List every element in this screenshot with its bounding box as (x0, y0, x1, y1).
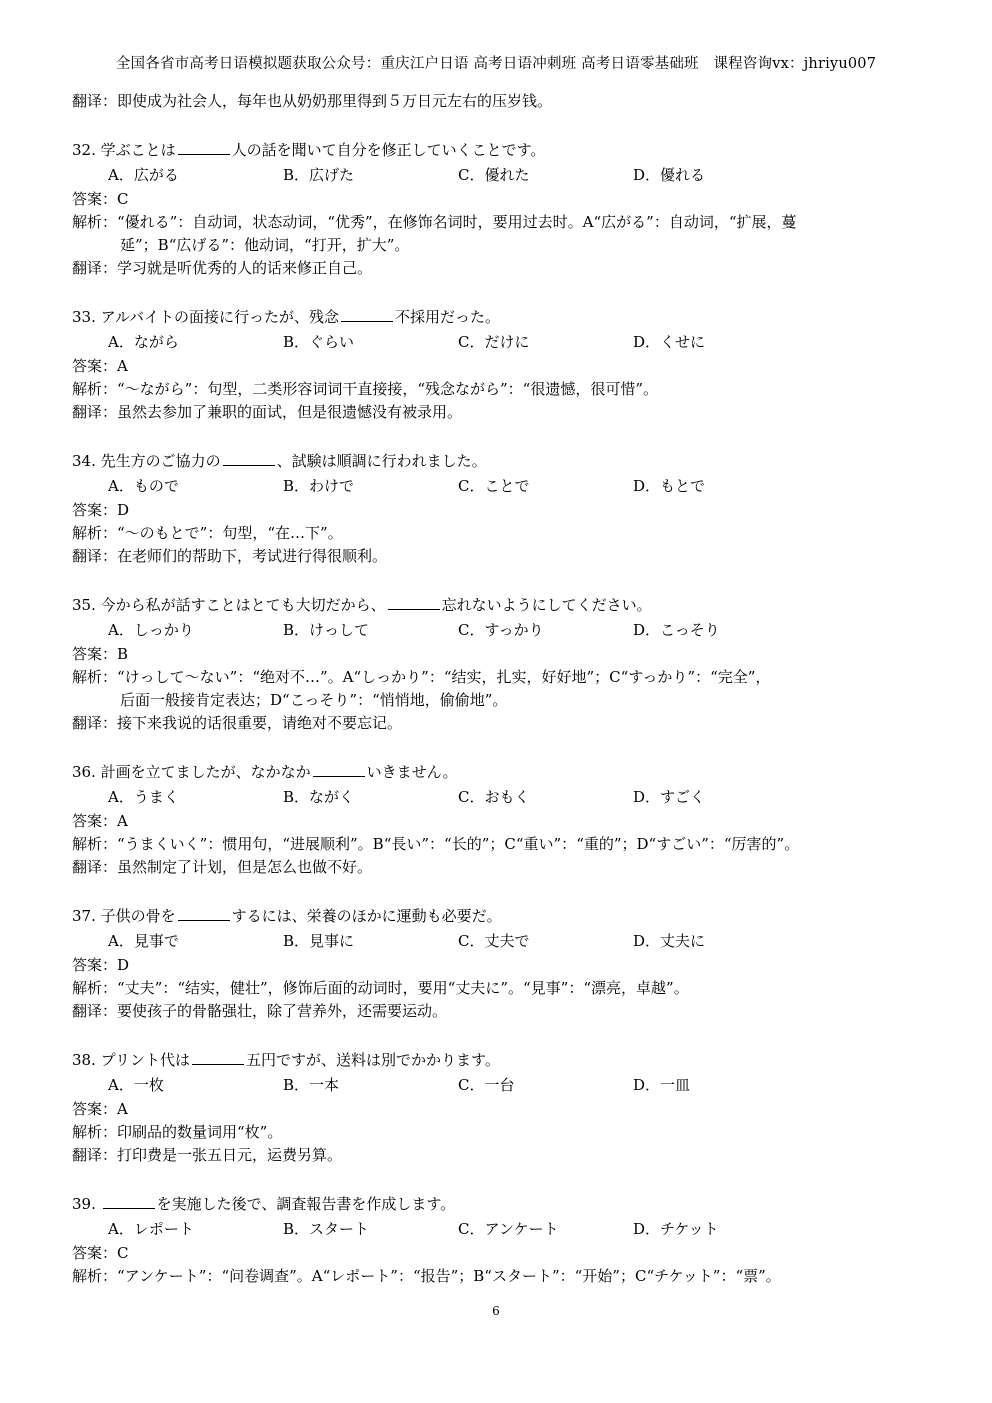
question-prefix: 35. 今から私が話すことはとても大切だから、 (72, 596, 386, 614)
analysis-line: 解析：“けっして～ない”：“绝对不…”。A“しっかり”：“结实，扎实，好好地”；C“すっかり”：“完全”， (72, 668, 771, 686)
option-item: A．一枚 (108, 1076, 164, 1094)
answer-line: 答案：C (72, 1244, 129, 1262)
question-suffix: いきません。 (366, 763, 458, 781)
option-item: D．すごく (633, 788, 706, 806)
option-item: D．一皿 (633, 1076, 691, 1094)
spacer (72, 1167, 932, 1193)
question-text (72, 594, 932, 617)
question-text (72, 1193, 932, 1216)
analysis-line: 延”；B“広げる”：他动词，“打开，扩大”。 (120, 236, 410, 254)
page-header: 全国各省市高考日语模拟题获取公众号：重庆江户日语 高考日语冲刺班 高考日语零基础班 课程咨询vx：jhriyu007 (115, 56, 877, 72)
analysis-line: 解析：“丈夫”：“结实，健壮”，修饰后面的动词时，要用“丈夫に”。“見事”：“漂亮，卓越”。 (72, 979, 689, 997)
answer-line: 答案：A (72, 357, 128, 375)
option-row (72, 162, 932, 188)
option-item: B．スタート (283, 1220, 370, 1238)
option-item: A．レポート (108, 1220, 194, 1238)
question-prefix: 39. (72, 1195, 101, 1213)
option-item: C．アンケート (458, 1220, 559, 1238)
question-text (72, 450, 932, 473)
option-item: C．だけに (458, 333, 530, 351)
translation-line: 翻译：接下来我说的话很重要，请绝对不要忘记。 (72, 714, 403, 732)
option-item: D．くせに (633, 333, 706, 351)
option-item: B．見事に (283, 932, 355, 950)
option-item: C．おもく (458, 788, 530, 806)
question-prefix: 33. アルバイトの面接に行ったが、残念 (72, 308, 339, 326)
analysis-line: 解析：“～のもとで”：句型，“在…下”。 (72, 524, 343, 542)
question-suffix: 、試験は順調に行われました。 (276, 452, 487, 470)
option-item: D．もとで (633, 477, 706, 495)
translation-line: 翻译：虽然制定了计划，但是怎么也做不好。 (72, 858, 373, 876)
answer-line: 答案：A (72, 1100, 128, 1118)
spacer (72, 280, 932, 306)
question-text (72, 306, 932, 329)
option-row (72, 784, 932, 810)
question-prefix: 34. 先生方のご協力の (72, 452, 221, 470)
option-item: B．けっして (283, 621, 370, 639)
answer-line: 答案：D (72, 956, 130, 974)
option-item: C．一台 (458, 1076, 515, 1094)
option-item: C．すっかり (458, 621, 544, 639)
question-text (72, 1049, 932, 1072)
option-item: A．見事で (108, 932, 179, 950)
answer-blank (223, 451, 275, 466)
option-item: B．広げた (283, 166, 355, 184)
answer-blank (178, 140, 230, 155)
answer-line: 答案：C (72, 190, 129, 208)
question-suffix: 不採用だった。 (394, 308, 500, 326)
answer-line: 答案：A (72, 812, 128, 830)
translation-line: 翻译：在老师们的帮助下，考试进行得很顺利。 (72, 547, 388, 565)
analysis-line: 解析：“うまくいく”：惯用句，“进展顺利”。B“長い”：“长的”；C“重い”：“重的”；D“すごい”：“厉害的”。 (72, 835, 800, 853)
option-row (72, 329, 932, 355)
option-item: B．ぐらい (283, 333, 355, 351)
question-suffix: するには、栄養のほかに運動も必要だ。 (231, 907, 502, 925)
option-item: A．ながら (108, 333, 179, 351)
question-suffix: 人の話を聞いて自分を修正していくことです。 (231, 141, 546, 159)
analysis-line: 解析：“～ながら”：句型，二类形容词词干直接接，“残念ながら”：“很遗憾，很可惜”。 (72, 380, 659, 398)
option-row (72, 1216, 932, 1242)
analysis-line: 解析：印刷品的数量词用“枚”。 (72, 1123, 283, 1141)
spacer (72, 1023, 932, 1049)
answer-blank (103, 1194, 155, 1209)
analysis-line: 后面一般接肯定表达；D“こっそり”：“悄悄地，偷偷地”。 (120, 691, 508, 709)
option-item: C．丈夫で (458, 932, 530, 950)
option-item: B．ながく (283, 788, 355, 806)
option-item: B．わけで (283, 477, 355, 495)
option-row (72, 1072, 932, 1098)
option-item: A．もので (108, 477, 179, 495)
answer-blank (192, 1050, 244, 1065)
answer-blank (388, 595, 440, 610)
question-prefix: 37. 子供の骨を (72, 907, 176, 925)
option-item: D．チケット (633, 1220, 719, 1238)
analysis-line: 解析：“アンケート”：“问卷调查”。A“レポート”：“报告”；B“スタート”：“开始”；C“チケット”：“票”。 (72, 1267, 781, 1285)
spacer (72, 113, 932, 139)
spacer (72, 879, 932, 905)
analysis-line: 解析：“優れる”：自动词，状态动词，“优秀”，在修饰名词时，要用过去时。A“広がる”：自动词，“扩展，蔓 (72, 213, 797, 231)
spacer (72, 424, 932, 450)
answer-blank (341, 307, 393, 322)
option-row (72, 473, 932, 499)
question-prefix: 32. 学ぶことは (72, 141, 176, 159)
question-text (72, 139, 932, 162)
question-text (72, 761, 932, 784)
question-prefix: 38. プリント代は (72, 1051, 191, 1069)
option-item: C．ことで (458, 477, 530, 495)
document-body (72, 90, 932, 1288)
answer-blank (313, 762, 365, 777)
option-item: D．優れる (633, 166, 706, 184)
option-item: C．優れた (458, 166, 530, 184)
answer-blank (178, 906, 230, 921)
option-item: D．こっそり (633, 621, 720, 639)
intro-translation: 翻译：即使成为社会人，每年也从奶奶那里得到５万日元左右的压岁钱。 (72, 92, 553, 110)
option-row (72, 928, 932, 954)
option-item: A．しっかり (108, 621, 194, 639)
option-item: D．丈夫に (633, 932, 706, 950)
translation-line: 翻译：要使孩子的骨骼强壮，除了营养外，还需要运动。 (72, 1002, 448, 1020)
page-number: 6 (492, 1304, 500, 1318)
question-suffix: 忘れないようにしてください。 (441, 596, 652, 614)
translation-line: 翻译：学习就是听优秀的人的话来修正自己。 (72, 259, 373, 277)
spacer (72, 735, 932, 761)
question-suffix: 五円ですが、送料は別でかかります。 (246, 1051, 500, 1069)
option-item: A．うまく (108, 788, 179, 806)
translation-line: 翻译：打印费是一张五日元，运费另算。 (72, 1146, 343, 1164)
answer-line: 答案：B (72, 645, 129, 663)
option-item: B．一本 (283, 1076, 340, 1094)
option-item: A．広がる (108, 166, 179, 184)
question-text (72, 905, 932, 928)
answer-line: 答案：D (72, 501, 130, 519)
question-suffix: を実施した後で、調査報告書を作成します。 (156, 1195, 456, 1213)
question-prefix: 36. 計画を立てましたが、なかなか (72, 763, 311, 781)
spacer (72, 568, 932, 594)
translation-line: 翻译：虽然去参加了兼职的面试，但是很遗憾没有被录用。 (72, 403, 463, 421)
option-row (72, 617, 932, 643)
